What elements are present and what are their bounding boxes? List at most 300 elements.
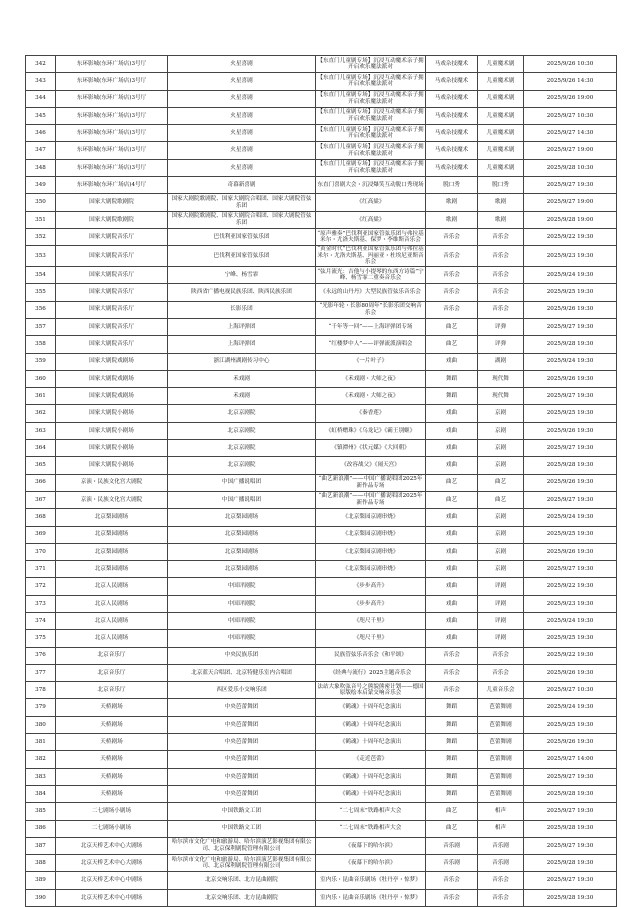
category-cell: 舞蹈: [426, 370, 478, 387]
performer-cell: 奇幕新喜剧: [168, 177, 316, 194]
table-row: [26, 803, 617, 820]
datetime-cell: 2025/9/27 19:30: [524, 318, 617, 335]
venue-cell: 北京梨园剧场: [56, 561, 168, 578]
datetime-cell: 2025/9/27 10:30: [524, 682, 617, 699]
program-title-cell: 【东直门儿童剧专场】沉浸互动魔术亲子拥开启欢乐魔法派对: [316, 56, 426, 73]
genre-cell: 曲艺: [478, 474, 524, 491]
program-title-cell: “二七周末”铁路相声大会: [316, 820, 426, 837]
genre-cell: 音乐会: [478, 647, 524, 664]
genre-cell: 音乐会: [478, 889, 524, 906]
datetime-cell: 2025/9/24 19:30: [524, 699, 617, 716]
performer-cell: 火星喜剧: [168, 107, 316, 124]
category-cell: 舞蹈: [426, 716, 478, 733]
performer-cell: 中国广播说唱团: [168, 491, 316, 508]
genre-cell: 音乐会: [478, 664, 524, 681]
category-cell: 戏曲: [426, 457, 478, 474]
table-row: [26, 125, 617, 142]
category-cell: 音乐会: [426, 872, 478, 889]
performer-cell: 上海评弹团: [168, 318, 316, 335]
genre-cell: 评剧: [478, 612, 524, 629]
table-row: [26, 422, 617, 439]
performer-cell: 火星喜剧: [168, 142, 316, 159]
program-title-cell: 《鹤魂》十周年纪念演出: [316, 699, 426, 716]
venue-cell: 国家大剧院歌剧院: [56, 194, 168, 211]
venue-cell: 北京音乐厅: [56, 647, 168, 664]
performer-cell: 陕西省广播电视民族乐团、陕西民族乐团: [168, 284, 316, 301]
program-title-cell: 《改容战父》《闹天宫》: [316, 457, 426, 474]
venue-cell: 东环影城(东环广场店)4号厅: [56, 177, 168, 194]
genre-cell: 歌剧: [478, 194, 524, 211]
performer-cell: 国家大剧院歌剧院、国家大剧院合唱团、国家大剧院管弦乐团: [168, 211, 316, 228]
datetime-cell: 2025/9/28 10:30: [524, 159, 617, 176]
genre-cell: 芭蕾舞剧: [478, 716, 524, 733]
table-row: [26, 177, 617, 194]
category-cell: 戏曲: [426, 561, 478, 578]
genre-cell: 脱口秀: [478, 177, 524, 194]
category-cell: 戏曲: [426, 630, 478, 647]
datetime-cell: 2025/9/24 19:30: [524, 612, 617, 629]
genre-cell: 京剧: [478, 422, 524, 439]
program-title-cell: 【东直门儿童剧专场】沉浸互动魔术亲子拥开启欢乐魔法派对: [316, 73, 426, 90]
genre-cell: 评弹: [478, 336, 524, 353]
venue-cell: 北京天桥艺术中心大剧场: [56, 837, 168, 854]
datetime-cell: 2025/9/27 19:00: [524, 194, 617, 211]
category-cell: 舞蹈: [426, 768, 478, 785]
table-row: [26, 716, 617, 733]
program-title-cell: 《虹桥赠珠》《乌龙记》《霸王别姬》: [316, 422, 426, 439]
program-title-cell: 《红高粱》: [316, 211, 426, 228]
row-number-cell: 355: [26, 284, 56, 301]
venue-cell: 二七剧场小剧场: [56, 803, 168, 820]
datetime-cell: 2025/9/26 19:30: [524, 370, 617, 387]
performer-cell: 北京京剧院: [168, 457, 316, 474]
datetime-cell: 2025/9/26 14:30: [524, 73, 617, 90]
genre-cell: 京剧: [478, 440, 524, 457]
category-cell: 曲艺: [426, 820, 478, 837]
table-row: [26, 142, 617, 159]
category-cell: 音乐会: [426, 889, 478, 906]
datetime-cell: 2025/9/28 19:30: [524, 785, 617, 802]
category-cell: 音乐会: [426, 267, 478, 284]
table-row: [26, 370, 617, 387]
program-title-cell: 【东直门儿童剧专场】沉浸互动魔术亲子拥开启欢乐魔法派对: [316, 159, 426, 176]
venue-cell: 国家大剧院戏剧场: [56, 388, 168, 405]
program-title-cell: 《经典与流行》2025主题音乐会: [316, 664, 426, 681]
program-title-cell: 《镇潭州》《状元媒》《大回朝》: [316, 440, 426, 457]
genre-cell: 湖剧: [478, 353, 524, 370]
performer-cell: 中央芭蕾舞团: [168, 734, 316, 751]
table-row: [26, 837, 617, 854]
performer-cell: 北京京剧院: [168, 422, 316, 439]
venue-cell: 国家大剧院音乐厅: [56, 301, 168, 318]
performer-cell: 中国铁路文工团: [168, 820, 316, 837]
table-row: [26, 872, 617, 889]
table-row: [26, 578, 617, 595]
datetime-cell: 2025/9/28 19:30: [524, 855, 617, 872]
category-cell: 舞蹈: [426, 734, 478, 751]
datetime-cell: 2025/9/25 19:30: [524, 526, 617, 543]
category-cell: 曲艺: [426, 474, 478, 491]
datetime-cell: 2025/9/27 19:30: [524, 177, 617, 194]
row-number-cell: 373: [26, 595, 56, 612]
program-title-cell: “黄金时代”巴伐利亚国家管弦乐团与弗拉基米尔・尤洛夫斯基、玛丽亚・杜埃尼亚斯音乐会: [317, 246, 424, 266]
table-row: [26, 211, 617, 228]
venue-cell: 北京天桥艺术中心大剧场: [56, 855, 168, 872]
performer-cell: 北京梨园剧场: [168, 561, 316, 578]
program-title-cell: 《北京梨园京剧串烧》: [316, 526, 426, 543]
performer-cell: 哈尔滨市文化广电和旅游局、哈尔滨演艺影视集团有限公司、北京保利剧院管理有限公司: [168, 837, 316, 854]
datetime-cell: 2025/9/27 10:30: [524, 107, 617, 124]
venue-cell: 国家大剧院音乐厅: [56, 246, 168, 267]
venue-cell: 国家大剧院音乐厅: [56, 336, 168, 353]
venue-cell: 北京梨园剧场: [56, 543, 168, 560]
venue-cell: 北京音乐厅: [56, 682, 168, 699]
datetime-cell: 2025/9/26 19:30: [524, 734, 617, 751]
datetime-cell: 2025/9/28 19:30: [524, 457, 617, 474]
venue-cell: 北京音乐厅: [56, 664, 168, 681]
row-number-cell: 349: [26, 177, 56, 194]
row-number-cell: 367: [26, 491, 56, 508]
datetime-cell: 2025/9/25 19:30: [524, 716, 617, 733]
program-title-cell: 民族管弦乐音乐会《和平颂》: [316, 647, 426, 664]
row-number-cell: 371: [26, 561, 56, 578]
row-number-cell: 382: [26, 751, 56, 768]
category-cell: 舞蹈: [426, 699, 478, 716]
row-number-cell: 362: [26, 405, 56, 422]
category-cell: 歌剧: [426, 211, 478, 228]
datetime-cell: 2025/9/24 19:30: [524, 353, 617, 370]
table-row: [26, 682, 617, 699]
venue-cell: 北京人民剧场: [56, 595, 168, 612]
table-row: [26, 457, 617, 474]
datetime-cell: 2025/9/26 19:30: [524, 664, 617, 681]
performer-cell: 火星喜剧: [168, 90, 316, 107]
datetime-cell: 2025/9/22 19:30: [524, 578, 617, 595]
category-cell: 戏曲: [426, 526, 478, 543]
performer-cell: 上海评弹团: [168, 336, 316, 353]
category-cell: 音乐会: [426, 682, 478, 699]
genre-cell: 芭蕾舞剧: [478, 699, 524, 716]
performer-cell: 中国评剧院: [168, 595, 316, 612]
venue-cell: 北京天桥艺术中心中剧场: [56, 889, 168, 906]
datetime-cell: 2025/9/22 19:30: [524, 647, 617, 664]
category-cell: 音乐会: [426, 664, 478, 681]
category-cell: 戏曲: [426, 353, 478, 370]
datetime-cell: 2025/9/24 19:30: [524, 267, 617, 284]
program-title-cell: 【东直门儿童剧专场】沉浸互动魔术亲子拥开启欢乐魔法派对: [316, 142, 426, 159]
venue-cell: 国家大剧院小剧场: [56, 440, 168, 457]
table-row: [26, 90, 617, 107]
program-title-cell: 《永远的山丹丹》大型民族管弦乐音乐会: [316, 284, 426, 301]
genre-cell: 音乐会: [478, 301, 524, 318]
row-number-cell: 348: [26, 159, 56, 176]
category-cell: 马戏杂技魔术: [426, 159, 478, 176]
performance-schedule-table: [25, 55, 617, 907]
datetime-cell: 2025/9/27 19:30: [524, 440, 617, 457]
row-number-cell: 374: [26, 612, 56, 629]
datetime-cell: 2025/9/25 19:30: [524, 630, 617, 647]
row-number-cell: 370: [26, 543, 56, 560]
table-row: [26, 388, 617, 405]
program-title-cell: 【东直门儿童剧专场】沉浸互动魔术亲子拥开启欢乐魔法派对: [316, 107, 426, 124]
genre-cell: 儿童魔术剧: [478, 125, 524, 142]
category-cell: 戏曲: [426, 543, 478, 560]
program-title-cell: 【东直门儿童剧专场】沉浸互动魔术亲子拥开启欢乐魔法派对: [316, 90, 426, 107]
category-cell: 戏曲: [426, 405, 478, 422]
datetime-cell: 2025/9/28 19:30: [524, 336, 617, 353]
program-title-cell: 《鹤魂》十周年纪念演出: [316, 768, 426, 785]
performer-cell: 巴伐利亚国家管弦乐团: [168, 228, 316, 245]
table-row: [26, 267, 617, 284]
table-row: [26, 647, 617, 664]
row-number-cell: 363: [26, 422, 56, 439]
row-number-cell: 387: [26, 837, 56, 854]
category-cell: 戏曲: [426, 509, 478, 526]
genre-cell: 京剧: [478, 561, 524, 578]
genre-cell: 评剧: [478, 595, 524, 612]
program-title-cell: “光影年轮・长影80周年”长影乐团交响音乐会: [316, 301, 426, 318]
row-number-cell: 358: [26, 336, 56, 353]
datetime-cell: 2025/9/26 19:30: [524, 301, 617, 318]
genre-cell: 评剧: [478, 578, 524, 595]
category-cell: 戏曲: [426, 422, 478, 439]
category-cell: 曲艺: [426, 803, 478, 820]
table-row: [26, 73, 617, 90]
category-cell: 戏曲: [426, 612, 478, 629]
table-row: [26, 664, 617, 681]
performer-cell: 中国广播说唱团: [168, 474, 316, 491]
genre-cell: 歌剧: [478, 211, 524, 228]
table-body: [26, 56, 617, 907]
row-number-cell: 389: [26, 872, 56, 889]
row-number-cell: 356: [26, 301, 56, 318]
table-row: [26, 785, 617, 802]
table-row: [26, 734, 617, 751]
program-title-cell: 《红高粱》: [316, 194, 426, 211]
genre-cell: 音乐会: [478, 872, 524, 889]
datetime-cell: 2025/9/26 19:30: [524, 543, 617, 560]
genre-cell: 芭蕾舞剧: [478, 751, 524, 768]
venue-cell: 二七剧场小剧场: [56, 820, 168, 837]
venue-cell: 京演・民族文化宫大剧院: [56, 491, 168, 508]
table-row: [26, 526, 617, 543]
table-row: [26, 509, 617, 526]
row-number-cell: 361: [26, 388, 56, 405]
performer-cell: 北京梨园剧场: [168, 509, 316, 526]
genre-cell: 京剧: [478, 457, 524, 474]
table-row: [26, 405, 617, 422]
category-cell: 音乐会: [426, 301, 478, 318]
venue-cell: 天桥剧场: [56, 768, 168, 785]
datetime-cell: 2025/9/28 19:00: [524, 211, 617, 228]
performer-cell: 火星喜剧: [168, 73, 316, 90]
performer-cell: 北京梨园剧场: [168, 526, 316, 543]
row-number-cell: 352: [26, 228, 56, 245]
category-cell: 马戏杂技魔术: [426, 56, 478, 73]
genre-cell: 现代舞: [478, 388, 524, 405]
program-title-cell: “曲艺新浪潮”——中国广播说唱团2025年新作品专场: [316, 491, 426, 508]
program-title-cell: 《鹤魂》十周年纪念演出: [316, 734, 426, 751]
category-cell: 舞蹈: [426, 785, 478, 802]
program-title-cell: 《秦香莲》: [316, 405, 426, 422]
table-row: [26, 595, 617, 612]
performer-cell: 国家大剧院歌剧院、国家大剧院合唱团、国家大剧院管弦乐团: [168, 194, 316, 211]
table-row: [26, 751, 617, 768]
genre-cell: 相声: [478, 803, 524, 820]
table-row: [26, 889, 617, 906]
datetime-cell: 2025/9/27 19:30: [524, 837, 617, 854]
row-number-cell: 390: [26, 889, 56, 906]
row-number-cell: 345: [26, 107, 56, 124]
genre-cell: 京剧: [478, 543, 524, 560]
venue-cell: 国家大剧院小剧场: [56, 405, 168, 422]
performer-cell: 巴伐利亚国家管弦乐团: [168, 246, 316, 267]
performer-cell: 火星喜剧: [168, 159, 316, 176]
row-number-cell: 365: [26, 457, 56, 474]
category-cell: 马戏杂技魔术: [426, 90, 478, 107]
genre-cell: 儿童魔术剧: [478, 73, 524, 90]
performer-cell: 禾戏剧: [168, 370, 316, 387]
program-title-cell: 室内乐・昆曲音乐剧场《牡丹亭・惊梦》: [316, 889, 426, 906]
venue-cell: 东环影城(东环广场店)3号厅: [56, 107, 168, 124]
genre-cell: 音乐剧: [478, 837, 524, 854]
table-row: [26, 543, 617, 560]
performer-cell: 火星喜剧: [168, 56, 316, 73]
table-row: [26, 194, 617, 211]
row-number-cell: 369: [26, 526, 56, 543]
program-title-cell: 《鹤魂》十周年纪念演出: [316, 785, 426, 802]
genre-cell: 相声: [478, 820, 524, 837]
datetime-cell: 2025/9/22 19:30: [524, 228, 617, 245]
table-row: [26, 474, 617, 491]
category-cell: 音乐会: [426, 246, 478, 267]
performer-cell: 火星喜剧: [168, 125, 316, 142]
genre-cell: 现代舞: [478, 370, 524, 387]
row-number-cell: 346: [26, 125, 56, 142]
performer-cell: 北京交响乐团、北方昆曲剧院: [168, 872, 316, 889]
row-number-cell: 366: [26, 474, 56, 491]
program-title-cell: 《走近芭蕾》: [316, 751, 426, 768]
performer-cell: 中国评剧院: [168, 612, 316, 629]
datetime-cell: 2025/9/27 19:30: [524, 872, 617, 889]
table-row: [26, 284, 617, 301]
genre-cell: 京剧: [478, 405, 524, 422]
genre-cell: 音乐会: [478, 267, 524, 284]
venue-cell: 国家大剧院歌剧院: [56, 211, 168, 228]
datetime-cell: 2025/9/27 14:30: [524, 125, 617, 142]
category-cell: 脱口秀: [426, 177, 478, 194]
program-title-cell: 东直门喜剧大会・沉浸爆笑互动脱口秀现场: [316, 177, 426, 194]
row-number-cell: 379: [26, 699, 56, 716]
row-number-cell: 359: [26, 353, 56, 370]
genre-cell: 京剧: [478, 526, 524, 543]
genre-cell: 儿童魔术剧: [478, 90, 524, 107]
row-number-cell: 364: [26, 440, 56, 457]
venue-cell: 北京天桥艺术中心中剧场: [56, 872, 168, 889]
venue-cell: 天桥剧场: [56, 751, 168, 768]
row-number-cell: 378: [26, 682, 56, 699]
program-title-cell: 室内乐・昆曲音乐剧场《牡丹亭・惊梦》: [316, 872, 426, 889]
venue-cell: 国家大剧院戏剧场: [56, 353, 168, 370]
datetime-cell: 2025/9/27 19:00: [524, 142, 617, 159]
program-title-cell: 《禾戏剧・大师之夜》: [316, 388, 426, 405]
row-number-cell: 372: [26, 578, 56, 595]
venue-cell: 国家大剧院小剧场: [56, 457, 168, 474]
table-row: [26, 440, 617, 457]
category-cell: 马戏杂技魔术: [426, 125, 478, 142]
genre-cell: 儿童魔术剧: [478, 56, 524, 73]
program-title-cell: 《北京梨园京剧串烧》: [316, 543, 426, 560]
datetime-cell: 2025/9/28 19:30: [524, 820, 617, 837]
category-cell: 音乐会: [426, 228, 478, 245]
row-number-cell: 354: [26, 267, 56, 284]
venue-cell: 国家大剧院音乐厅: [56, 267, 168, 284]
row-number-cell: 376: [26, 647, 56, 664]
row-number-cell: 347: [26, 142, 56, 159]
datetime-cell: 2025/9/26 19:30: [524, 474, 617, 491]
performer-cell: 北京蓝天合唱团、北京特健乐室内合唱团: [168, 664, 316, 681]
genre-cell: 音乐会: [478, 228, 524, 245]
performer-cell: 哈尔滨市文化广电和旅游局、哈尔滨演艺影视集团有限公司、北京保利剧院管理有限公司: [168, 855, 316, 872]
category-cell: 音乐剧: [426, 837, 478, 854]
category-cell: 马戏杂技魔术: [426, 142, 478, 159]
genre-cell: 儿童魔术剧: [478, 107, 524, 124]
genre-cell: 京剧: [478, 509, 524, 526]
venue-cell: 国家大剧院音乐厅: [56, 318, 168, 335]
table-row: [26, 855, 617, 872]
performer-cell: 禾戏剧: [168, 388, 316, 405]
category-cell: 音乐剧: [426, 855, 478, 872]
category-cell: 马戏杂技魔术: [426, 73, 478, 90]
program-title-cell: “原声雅奏”巴伐利亚国家管弦乐团与弗拉基米尔・尤洛夫斯基、保罗・李维斯音乐会: [316, 228, 426, 245]
row-number-cell: 351: [26, 211, 56, 228]
table-row: [26, 336, 617, 353]
program-title-cell: 《禾戏剧・大师之夜》: [316, 370, 426, 387]
venue-cell: 国家大剧院音乐厅: [56, 228, 168, 245]
genre-cell: 儿童魔术剧: [478, 159, 524, 176]
program-title-cell: 《北京梨园京剧串烧》: [316, 509, 426, 526]
program-title-cell: “二七周末”铁路相声大会: [316, 803, 426, 820]
row-number-cell: 360: [26, 370, 56, 387]
genre-cell: 芭蕾舞剧: [478, 768, 524, 785]
genre-cell: 芭蕾舞剧: [478, 734, 524, 751]
table-row: [26, 630, 617, 647]
venue-cell: 北京人民剧场: [56, 612, 168, 629]
program-title-cell: 《夜幕下的哈尔滨》: [316, 855, 426, 872]
row-number-cell: 357: [26, 318, 56, 335]
venue-cell: 东环影城(东环广场店)3号厅: [56, 159, 168, 176]
category-cell: 歌剧: [426, 194, 478, 211]
venue-cell: 天桥剧场: [56, 716, 168, 733]
category-cell: 戏曲: [426, 595, 478, 612]
venue-cell: 北京梨园剧场: [56, 526, 168, 543]
datetime-cell: 2025/9/25 19:30: [524, 284, 617, 301]
program-title-cell: “千年等一回”——上海评弹团专场: [316, 318, 426, 335]
table-row: [26, 491, 617, 508]
datetime-cell: 2025/9/27 19:30: [524, 561, 617, 578]
venue-cell: 北京人民剧场: [56, 630, 168, 647]
performer-cell: 中国评剧院: [168, 630, 316, 647]
venue-cell: 东环影城(东环广场店)3号厅: [56, 56, 168, 73]
venue-cell: 国家大剧院戏剧场: [56, 370, 168, 387]
datetime-cell: 2025/9/25 19:30: [524, 405, 617, 422]
category-cell: 戏曲: [426, 578, 478, 595]
performer-cell: 北京交响乐团、北方昆曲剧院: [168, 889, 316, 906]
table-row: [26, 318, 617, 335]
performer-cell: 中国铁路文工团: [168, 803, 316, 820]
venue-cell: 东环影城(东环广场店)3号厅: [56, 90, 168, 107]
row-number-cell: 386: [26, 820, 56, 837]
